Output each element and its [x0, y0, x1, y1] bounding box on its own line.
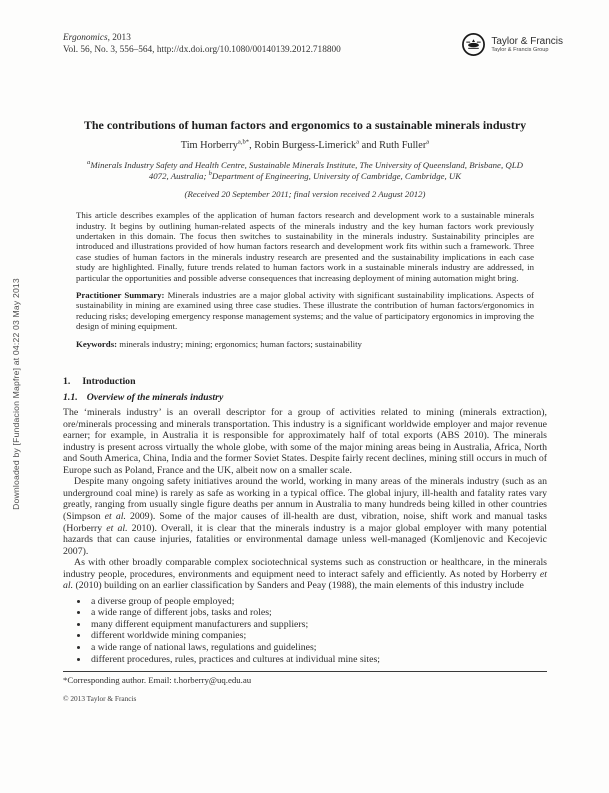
bullet-item: • a wide range of different jobs, tasks and roles; — [89, 607, 547, 619]
footnote-divider — [63, 671, 547, 672]
text-segment: The ‘minerals industry’ is an overall descriptor for a group of activities related to mining (minerals extraction), ore/minerals processing and minerals transportation. This industry is a significant worldwide employer and major revenue earner; for example, in Australia it is responsible for approximately half of total exports (ABS 2010). The minerals industry is present across virtually the whole globe, with some of the major mining areas being in Australia, Africa, North and South America, China, India and the former Soviet States. Despite fairly recent declines, mining still occurs in much of Europe such as Poland, France and the UK, albeit now on a smaller scale. — [63, 407, 548, 476]
affil-b-text: Department of Engineering, University of Cambridge, Cambridge, UK — [211, 170, 462, 181]
subsection-number: 1.1. — [63, 392, 78, 404]
author-2-affil-mark: a — [356, 138, 360, 146]
authors-line — [63, 140, 547, 151]
practitioner-summary-label: Practitioner Summary: — [76, 290, 165, 301]
publisher-name: Taylor & Francis — [491, 35, 563, 47]
publisher-wordmark — [491, 36, 563, 54]
journal-name: Ergonomics, — [63, 33, 110, 43]
text-segment: As with other broadly comparable complex sociotechnical systems such as construction or healthcare, in the minerals industry people, procedures, environments and equipment need to interact safely and efficiently. As noted by Horberry — [63, 557, 547, 580]
author-3: Ruth Fuller — [379, 140, 427, 151]
text-segment: et al. — [63, 568, 547, 592]
text-segment: et al. — [106, 522, 128, 534]
publisher-logo — [461, 32, 563, 57]
author-2: Robin Burgess-Limerick — [254, 140, 357, 151]
affiliations — [63, 160, 547, 181]
affil-a-text: Minerals Industry Safety and Health Centre, Sustainable Minerals Institute, The University of Queensland, Brisbane, QLD 4072, Australia; — [90, 160, 523, 181]
body-paragraph-1 — [63, 407, 547, 476]
text-segment: et al. — [104, 510, 126, 522]
section-title: Introduction — [82, 376, 136, 388]
text-segment: (2010) building on an earlier classification by Sanders and Peay (1988), the main elements of this industry include — [73, 580, 524, 592]
practitioner-summary — [76, 290, 534, 332]
bullet-item: • a diverse group of people employed; — [89, 596, 547, 608]
article-title: The contributions of human factors and ergonomics to a sustainable minerals industry — [83, 118, 527, 132]
author-1: Tim Horberry — [180, 140, 238, 151]
author-1-affil-mark: a,b* — [237, 138, 250, 146]
industry-elements-list — [63, 596, 547, 665]
affil-b-mark: b — [208, 169, 212, 177]
affil-a-mark: a — [87, 159, 91, 167]
abstract-block — [63, 210, 547, 349]
journal-citation — [63, 33, 341, 57]
keywords-text: minerals industry; mining; ergonomics; human factors; sustainability — [117, 338, 362, 349]
author-separator: , — [249, 140, 255, 151]
abstract-paragraph: This article describes examples of the application of human factors research and development work to a sustainable minerals industry. It begins by outlining human-related aspects of the minerals industry and the key human factors work previously undertaken in this domain. The focus then switches to sustainability in the minerals industry. Sustainability principles are introduced and illustrations provided of how human factors research and development work fits within such a framework. Three case studies of human factors in the minerals industry research are presented and the sustainability implications in each case study are highlighted. Finally, future trends related to human factors work in a sustainable minerals industry are addressed, in particular the opportunities and possible adverse consequences that increasing deployment of mining automation might bring. — [76, 210, 534, 283]
section-heading-introduction — [63, 376, 547, 387]
journal-header — [63, 33, 563, 57]
received-dates: (Received 20 September 2011; final version received 2 August 2012) — [184, 189, 426, 200]
journal-year: 2013 — [109, 33, 131, 43]
body-paragraph-3 — [63, 557, 547, 592]
section-number: 1. — [63, 376, 71, 388]
journal-name-line — [63, 33, 341, 45]
subsection-title: Overview of the minerals industry — [86, 392, 224, 404]
author-separator: and — [359, 140, 380, 151]
keywords-line — [76, 339, 534, 349]
taylor-francis-logo-icon — [461, 32, 486, 57]
corresponding-author-star: * — [245, 138, 250, 146]
download-watermark: Downloaded by [Fundacion Mapfre] at 04:22 03 May 2013 — [11, 278, 21, 510]
body-paragraph-2 — [63, 476, 547, 557]
bullet-item: • a wide range of national laws, regulations and guidelines; — [89, 642, 547, 654]
bullet-item: • many different equipment manufacturers and suppliers; — [89, 619, 547, 631]
bullet-item: • different worldwide mining companies; — [89, 630, 547, 642]
keywords-label: Keywords: — [76, 338, 118, 349]
text-segment: 2009). Some of the major causes of ill-health are dust, vibration, noise, shift work and manual tasks (Horberry — [63, 510, 547, 534]
text-segment: 2010). Overall, it is clear that the minerals industry is a major global employer with many potential hazards that can cause injuries, fatalities or environmental damage unless well-managed (Komljenovic and Kecojevic 2007). — [63, 522, 547, 557]
text-segment: Despite many ongoing safety initiatives around the world, working in many areas of the minerals industry (such as an underground coal mine) is rarely as safe as working in a typical office. The global injury, ill-health and fatality rates vary greatly, ranging from usually single figure deaths per annum in Australia to many hundreds being killed in other countries (Simpson — [63, 476, 547, 522]
author-3-affil-mark: a — [426, 138, 430, 146]
bullet-item: • different procedures, rules, practices and cultures at individual mine sites; — [89, 654, 547, 666]
journal-volume-doi: Vol. 56, No. 3, 556–564, http://dx.doi.org/10.1080/00140139.2012.718800 — [63, 44, 341, 55]
practitioner-summary-text: Minerals industries are a major global activity with significant sustainability implications. Aspects of sustainability in mining are examined using three case studies. These illustrate the contribution of human factors/ergonomics in reducing risks; developing emergency response management systems; and the value of participatory ergonomics in improving the design of mining equipment. — [76, 290, 534, 332]
copyright-line: © 2013 Taylor & Francis — [63, 694, 137, 704]
subsection-heading-overview — [63, 392, 547, 403]
paper-page — [63, 0, 563, 704]
publisher-group: Taylor & Francis Group — [491, 46, 549, 53]
corresponding-author-footnote: *Corresponding author. Email: t.horberry@uq.edu.au — [63, 675, 252, 686]
